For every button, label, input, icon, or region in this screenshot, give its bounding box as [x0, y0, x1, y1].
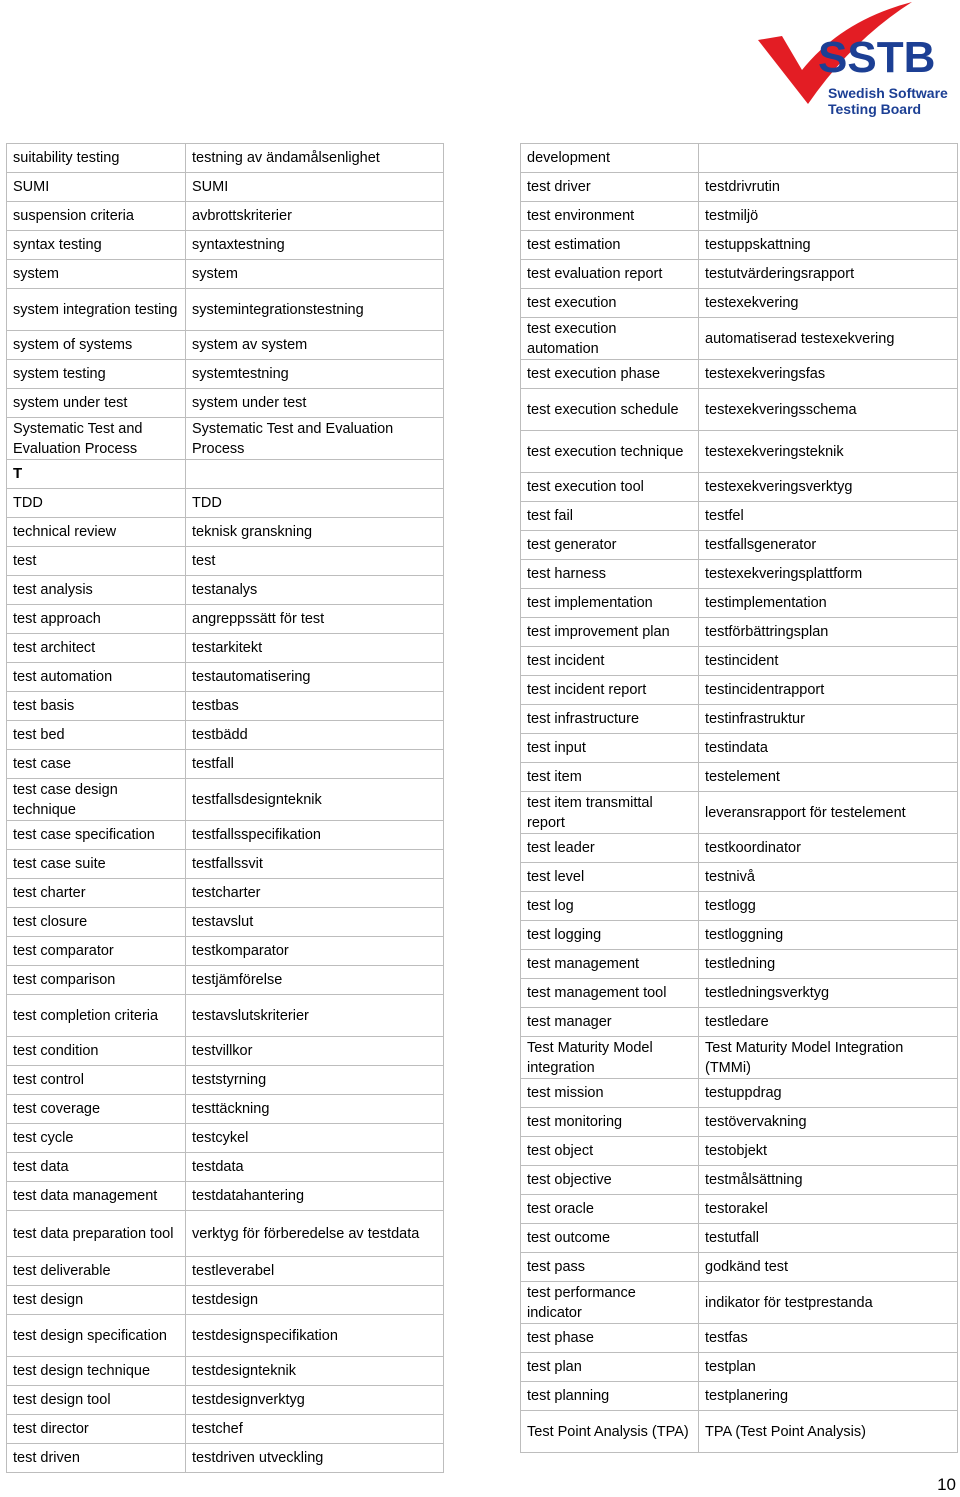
swedish-term: system — [186, 260, 444, 289]
glossary-row — [7, 1037, 444, 1066]
swedish-term: testfallssvit — [186, 850, 444, 879]
swedish-term: testledning — [699, 950, 958, 979]
glossary-row — [521, 1195, 958, 1224]
glossary-row — [7, 489, 444, 518]
glossary-row — [521, 1253, 958, 1282]
swedish-term: testincident — [699, 647, 958, 676]
english-term: system under test — [7, 389, 186, 418]
glossary-row — [7, 1124, 444, 1153]
glossary-row — [521, 202, 958, 231]
glossary-row — [7, 460, 444, 489]
swedish-term: teknisk granskning — [186, 518, 444, 547]
glossary-row — [521, 705, 958, 734]
english-term: test management tool — [521, 979, 699, 1008]
swedish-term: TDD — [186, 489, 444, 518]
glossary-row — [7, 418, 444, 460]
swedish-term: testuppdrag — [699, 1079, 958, 1108]
english-term: Systematic Test and Evaluation Process — [7, 418, 186, 460]
swedish-term: testavslut — [186, 908, 444, 937]
english-term: suitability testing — [7, 144, 186, 173]
glossary-row — [521, 144, 958, 173]
glossary-row — [521, 431, 958, 473]
glossary-row — [7, 1066, 444, 1095]
swedish-term: testplan — [699, 1353, 958, 1382]
glossary-row — [521, 834, 958, 863]
swedish-term: testvillkor — [186, 1037, 444, 1066]
glossary-row — [521, 531, 958, 560]
glossary-table-right — [520, 143, 958, 1453]
logo-line1: Swedish Software — [828, 85, 948, 101]
swedish-term: testdata — [186, 1153, 444, 1182]
glossary-row — [521, 231, 958, 260]
english-term: system integration testing — [7, 289, 186, 331]
english-term: syntax testing — [7, 231, 186, 260]
glossary-row — [7, 1415, 444, 1444]
english-term: test implementation — [521, 589, 699, 618]
swedish-term: testloggning — [699, 921, 958, 950]
swedish-term: testtäckning — [186, 1095, 444, 1124]
english-term: test improvement plan — [521, 618, 699, 647]
swedish-term: testdriven utveckling — [186, 1444, 444, 1473]
english-term: test management — [521, 950, 699, 979]
english-term: system — [7, 260, 186, 289]
glossary-row — [7, 1257, 444, 1286]
english-term: test manager — [521, 1008, 699, 1037]
swedish-term: testdatahantering — [186, 1182, 444, 1211]
glossary-row — [521, 1224, 958, 1253]
glossary-row — [7, 634, 444, 663]
english-term: test architect — [7, 634, 186, 663]
english-term: test comparator — [7, 937, 186, 966]
swedish-term: testdesignspecifikation — [186, 1315, 444, 1357]
swedish-term: testexekveringsteknik — [699, 431, 958, 473]
english-term: test estimation — [521, 231, 699, 260]
glossary-row — [7, 360, 444, 389]
swedish-term: testexekveringsfas — [699, 360, 958, 389]
swedish-term: testutvärderingsrapport — [699, 260, 958, 289]
swedish-term: testfall — [186, 750, 444, 779]
swedish-term: testindata — [699, 734, 958, 763]
glossary-row — [521, 892, 958, 921]
glossary-row — [7, 289, 444, 331]
english-term: test data management — [7, 1182, 186, 1211]
english-term: test execution phase — [521, 360, 699, 389]
english-term: test performance indicator — [521, 1282, 699, 1324]
section-letter: T — [7, 460, 186, 489]
english-term: SUMI — [7, 173, 186, 202]
glossary-row — [7, 1386, 444, 1415]
glossary-row — [521, 979, 958, 1008]
sstb-logo — [752, 0, 952, 122]
swedish-term: testfas — [699, 1324, 958, 1353]
english-term: test monitoring — [521, 1108, 699, 1137]
swedish-term: testorakel — [699, 1195, 958, 1224]
english-term: test execution automation — [521, 318, 699, 360]
english-term: test case — [7, 750, 186, 779]
glossary-row — [7, 1286, 444, 1315]
english-term: test basis — [7, 692, 186, 721]
swedish-term: testchef — [186, 1415, 444, 1444]
swedish-term: testcharter — [186, 879, 444, 908]
glossary-row — [7, 850, 444, 879]
english-term: test case specification — [7, 821, 186, 850]
glossary-row — [7, 721, 444, 750]
english-term: test execution tool — [521, 473, 699, 502]
swedish-term: Systematic Test and Evaluation Process — [186, 418, 444, 460]
swedish-term: testleverabel — [186, 1257, 444, 1286]
swedish-term: SUMI — [186, 173, 444, 202]
english-term: test analysis — [7, 576, 186, 605]
swedish-term: system under test — [186, 389, 444, 418]
glossary-row — [7, 518, 444, 547]
glossary-row — [7, 966, 444, 995]
english-term: technical review — [7, 518, 186, 547]
swedish-term: systemtestning — [186, 360, 444, 389]
english-term: test log — [521, 892, 699, 921]
english-term: test approach — [7, 605, 186, 634]
logo-line2: Testing Board — [828, 101, 922, 117]
swedish-term: testledningsverktyg — [699, 979, 958, 1008]
glossary-row — [7, 173, 444, 202]
glossary-row — [7, 576, 444, 605]
swedish-term: testexekveringsplattform — [699, 560, 958, 589]
english-term: test evaluation report — [521, 260, 699, 289]
english-term: test closure — [7, 908, 186, 937]
swedish-term: testfel — [699, 502, 958, 531]
swedish-term: testövervakning — [699, 1108, 958, 1137]
glossary-row — [7, 937, 444, 966]
english-term: test director — [7, 1415, 186, 1444]
glossary-row — [521, 389, 958, 431]
english-term: suspension criteria — [7, 202, 186, 231]
swedish-term: testarkitekt — [186, 634, 444, 663]
glossary-row — [521, 734, 958, 763]
english-term: test driver — [521, 173, 699, 202]
swedish-term: testmålsättning — [699, 1166, 958, 1195]
glossary-row — [521, 1324, 958, 1353]
glossary-row — [7, 144, 444, 173]
english-term: test control — [7, 1066, 186, 1095]
glossary-row — [7, 547, 444, 576]
english-term: Test Maturity Model integration — [521, 1037, 699, 1079]
glossary-row — [521, 950, 958, 979]
swedish-term: angreppssätt för test — [186, 605, 444, 634]
glossary-row — [7, 663, 444, 692]
swedish-term: testfallsdesignteknik — [186, 779, 444, 821]
english-term: test execution schedule — [521, 389, 699, 431]
sstb-logo-mark — [752, 0, 952, 122]
swedish-term: testdesignteknik — [186, 1357, 444, 1386]
english-term: test outcome — [521, 1224, 699, 1253]
glossary-row — [7, 995, 444, 1037]
english-term: test input — [521, 734, 699, 763]
swedish-term: testkoordinator — [699, 834, 958, 863]
english-term: system testing — [7, 360, 186, 389]
english-term: test execution technique — [521, 431, 699, 473]
swedish-term: testfallsgenerator — [699, 531, 958, 560]
swedish-term: systemintegrationstestning — [186, 289, 444, 331]
swedish-term: testfallsspecifikation — [186, 821, 444, 850]
english-term: test level — [521, 863, 699, 892]
glossary-row — [7, 1315, 444, 1357]
swedish-term: testinfrastruktur — [699, 705, 958, 734]
glossary-row — [7, 331, 444, 360]
english-term: test incident report — [521, 676, 699, 705]
swedish-term: testkomparator — [186, 937, 444, 966]
swedish-term: testincidentrapport — [699, 676, 958, 705]
english-term: test environment — [521, 202, 699, 231]
glossary-row — [521, 502, 958, 531]
english-term: test phase — [521, 1324, 699, 1353]
english-term: test fail — [521, 502, 699, 531]
swedish-term: godkänd test — [699, 1253, 958, 1282]
glossary-row — [7, 389, 444, 418]
glossary-row — [521, 1411, 958, 1453]
glossary-row — [7, 750, 444, 779]
english-term: test design technique — [7, 1357, 186, 1386]
glossary-row — [7, 231, 444, 260]
english-term: test design tool — [7, 1386, 186, 1415]
english-term: test object — [521, 1137, 699, 1166]
glossary-row — [7, 202, 444, 231]
glossary-row — [521, 173, 958, 202]
swedish-term: testdesignverktyg — [186, 1386, 444, 1415]
glossary-row — [521, 863, 958, 892]
swedish-term: testplanering — [699, 1382, 958, 1411]
glossary-row — [521, 289, 958, 318]
glossary-row — [7, 605, 444, 634]
swedish-term: testning av ändamålsenlighet — [186, 144, 444, 173]
swedish-term: automatiserad testexekvering — [699, 318, 958, 360]
swedish-term: testelement — [699, 763, 958, 792]
glossary-row — [521, 763, 958, 792]
swedish-term: testcykel — [186, 1124, 444, 1153]
english-term: test deliverable — [7, 1257, 186, 1286]
glossary-row — [7, 1182, 444, 1211]
swedish-term: testexekveringsschema — [699, 389, 958, 431]
glossary-row — [7, 692, 444, 721]
english-term: test case design technique — [7, 779, 186, 821]
english-term: test condition — [7, 1037, 186, 1066]
english-term: test oracle — [521, 1195, 699, 1224]
swedish-term: testdrivrutin — [699, 173, 958, 202]
glossary-row — [521, 473, 958, 502]
glossary-row — [521, 1382, 958, 1411]
swedish-term: indikator för testprestanda — [699, 1282, 958, 1324]
swedish-term: testförbättringsplan — [699, 618, 958, 647]
glossary-row — [521, 1137, 958, 1166]
english-term: test item transmittal report — [521, 792, 699, 834]
english-term: test bed — [7, 721, 186, 750]
swedish-term: testlogg — [699, 892, 958, 921]
swedish-term: teststyrning — [186, 1066, 444, 1095]
swedish-term: system av system — [186, 331, 444, 360]
glossary-row — [521, 360, 958, 389]
english-term: development — [521, 144, 699, 173]
english-term: test item — [521, 763, 699, 792]
english-term: test design — [7, 1286, 186, 1315]
glossary-row — [7, 1153, 444, 1182]
english-term: test cycle — [7, 1124, 186, 1153]
english-term: test execution — [521, 289, 699, 318]
glossary-row — [521, 1008, 958, 1037]
swedish-term: testavslutskriterier — [186, 995, 444, 1037]
swedish-term: test — [186, 547, 444, 576]
english-term: Test Point Analysis (TPA) — [521, 1411, 699, 1453]
glossary-row — [521, 921, 958, 950]
glossary-row — [7, 1095, 444, 1124]
english-term: test logging — [521, 921, 699, 950]
english-term: test incident — [521, 647, 699, 676]
glossary-table-left — [6, 143, 444, 1473]
english-term: test automation — [7, 663, 186, 692]
english-term: test case suite — [7, 850, 186, 879]
glossary-row — [7, 260, 444, 289]
english-term: test planning — [521, 1382, 699, 1411]
swedish-term: Test Maturity Model Integration (TMMi) — [699, 1037, 958, 1079]
glossary-row — [521, 1166, 958, 1195]
english-term: test charter — [7, 879, 186, 908]
swedish-term: testutfall — [699, 1224, 958, 1253]
swedish-term — [186, 460, 444, 489]
logo-acronym: SSTB — [818, 33, 936, 82]
glossary-row — [521, 1108, 958, 1137]
page-number: 10 — [937, 1475, 956, 1494]
glossary-row — [521, 589, 958, 618]
glossary-row — [521, 318, 958, 360]
glossary-row — [521, 1037, 958, 1079]
english-term: system of systems — [7, 331, 186, 360]
glossary-row — [521, 1282, 958, 1324]
glossary-row — [521, 676, 958, 705]
glossary-row — [521, 647, 958, 676]
english-term: test objective — [521, 1166, 699, 1195]
swedish-term: verktyg för förberedelse av testdata — [186, 1211, 444, 1257]
swedish-term: testexekveringsverktyg — [699, 473, 958, 502]
glossary-row — [7, 1211, 444, 1257]
english-term: test pass — [521, 1253, 699, 1282]
swedish-term: TPA (Test Point Analysis) — [699, 1411, 958, 1453]
swedish-term: testuppskattning — [699, 231, 958, 260]
swedish-term: testledare — [699, 1008, 958, 1037]
swedish-term: testautomatisering — [186, 663, 444, 692]
swedish-term: testmiljö — [699, 202, 958, 231]
english-term: test coverage — [7, 1095, 186, 1124]
swedish-term: testbas — [186, 692, 444, 721]
english-term: test completion criteria — [7, 995, 186, 1037]
glossary-row — [7, 908, 444, 937]
swedish-term — [699, 144, 958, 173]
english-term: test comparison — [7, 966, 186, 995]
glossary-row — [7, 1357, 444, 1386]
swedish-term: testanalys — [186, 576, 444, 605]
english-term: test leader — [521, 834, 699, 863]
glossary-row — [521, 260, 958, 289]
swedish-term: testexekvering — [699, 289, 958, 318]
glossary-row — [521, 1079, 958, 1108]
swedish-term: testimplementation — [699, 589, 958, 618]
glossary-row — [521, 1353, 958, 1382]
swedish-term: testbädd — [186, 721, 444, 750]
english-term: test — [7, 547, 186, 576]
english-term: test harness — [521, 560, 699, 589]
swedish-term: testdesign — [186, 1286, 444, 1315]
english-term: test mission — [521, 1079, 699, 1108]
swedish-term: testnivå — [699, 863, 958, 892]
swedish-term: syntaxtestning — [186, 231, 444, 260]
english-term: test data — [7, 1153, 186, 1182]
swedish-term: avbrottskriterier — [186, 202, 444, 231]
swedish-term: leveransrapport för testelement — [699, 792, 958, 834]
swedish-term: testjämförelse — [186, 966, 444, 995]
glossary-row — [521, 560, 958, 589]
english-term: test infrastructure — [521, 705, 699, 734]
glossary-row — [7, 1444, 444, 1473]
glossary-row — [521, 618, 958, 647]
glossary-row — [521, 792, 958, 834]
glossary-row — [7, 821, 444, 850]
glossary-row — [7, 879, 444, 908]
english-term: test design specification — [7, 1315, 186, 1357]
swedish-term: testobjekt — [699, 1137, 958, 1166]
glossary-row — [7, 779, 444, 821]
english-term: test generator — [521, 531, 699, 560]
english-term: test plan — [521, 1353, 699, 1382]
english-term: test data preparation tool — [7, 1211, 186, 1257]
english-term: TDD — [7, 489, 186, 518]
english-term: test driven — [7, 1444, 186, 1473]
